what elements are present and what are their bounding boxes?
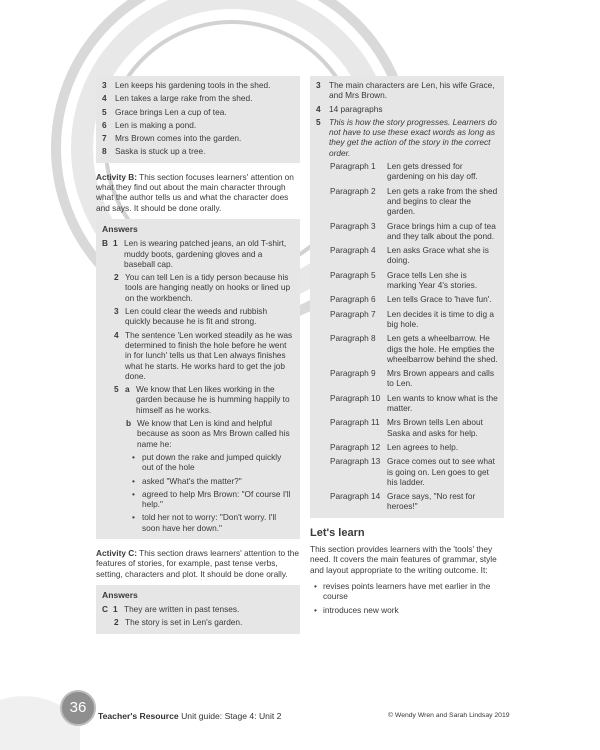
list-item: 6 Len is making a pond. (102, 119, 197, 130)
answers-a-continued-box (96, 76, 300, 163)
activity-b-paragraph: Activity B: This section focuses learners' attention on what they find out about the main character through what the author tells us and what the character does and says. It should be done orally. (96, 171, 294, 213)
list-item: 7 Mrs Brown comes into the garden. (102, 133, 242, 144)
list-item: 4 The sentence 'Len worked steadily as he was determined to finish the hole before he went in for lunch' tells us that Len always finishes what he starts. He works hard to get the job done. (114, 329, 293, 381)
answers-heading: Answers (102, 589, 138, 600)
list-item: C 1 They are written in past tenses. (102, 604, 240, 615)
answers-c-box (96, 585, 300, 634)
table-row: Paragraph 3 Grace brings him a cup of tea and they talk about the pond. (330, 220, 496, 241)
table-row: Paragraph 11 Mrs Brown tells Len about Saska and asks for help. (330, 417, 483, 438)
table-row: Paragraph 1 Len gets dressed for gardening on his day off. (330, 161, 478, 182)
list-item: 4 14 paragraphs (316, 103, 383, 114)
list-item: 3 Len could clear the weeds and rubbish quickly because he is fit and strong. (114, 306, 268, 327)
list-item: 3 The main characters are Len, his wife Grace, and Mrs Brown. (316, 80, 495, 101)
list-item: 5 Grace brings Len a cup of tea. (102, 106, 227, 117)
copyright: © Wendy Wren and Sarah Lindsay 2019 (388, 712, 510, 719)
list-item: 4 Len takes a large rake from the shed. (102, 93, 253, 104)
answers-heading: Answers (102, 223, 138, 234)
bullet-item: • put down the rake and jumped quickly out of the hole (132, 451, 282, 473)
list-item: 2 The story is set in Len's garden. (114, 617, 243, 628)
activity-c-paragraph: Activity C: This section draws learners' attention to the features of stories, for example, past tense verbs, setting, characters and plot. It should be done orally. (96, 547, 299, 579)
bullet-item: • told her not to worry: "Don't worry. I'll soon have her down." (132, 512, 277, 533)
table-row: Paragraph 10 Len wants to know what is the matter. (330, 392, 498, 414)
paragraph-table (330, 161, 498, 512)
list-item: 2 You can tell Len is a tidy person because his tools are hanging neatly on hooks or lined up on the workbench. (114, 272, 291, 303)
bullet-item: • revises points learners have met earlier in the course (314, 580, 491, 602)
table-row: Paragraph 6 Len tells Grace to 'have fun'. (330, 294, 492, 305)
table-row: Paragraph 14 Grace says, "No rest for heroes!" (330, 491, 476, 512)
list-item: 5 a We know that Len likes working in the garden because he is humming happily to himself as he works. (114, 384, 290, 415)
section-heading: Let's learn (310, 526, 365, 539)
list-item: b We know that Len is kind and helpful because as soon as Mrs Brown called his name he: (126, 418, 290, 449)
answers-c-continued-box (310, 76, 504, 518)
table-row: Paragraph 2 Len gets a rake from the shed and begins to clear the garden. (330, 185, 498, 217)
table-row: Paragraph 4 Len asks Grace what she is doing. (330, 245, 489, 266)
footer-title: Teacher's Resource Unit guide: Stage 4: Unit 2 (98, 711, 282, 721)
right-column (310, 76, 504, 620)
bullet-item: • introduces new work (314, 605, 399, 616)
table-row: Paragraph 12 Len agrees to help. (330, 441, 459, 452)
table-row: Paragraph 13 Grace comes out to see what is going on. Len goes to get his ladder. (330, 456, 495, 487)
lets-learn-paragraph: This section provides learners with the 'tools' they need. It covers the main features of grammar, style and layout appropriate to the writing outcome. It: (310, 543, 497, 575)
list-item: B 1 Len is wearing patched jeans, an old T-shirt, muddy boots, gardening gloves and a baseball cap. (102, 238, 287, 269)
list-item: 8 Saska is stuck up a tree. (102, 146, 206, 157)
answers-b-box (96, 219, 300, 539)
table-row: Paragraph 8 Len gets a wheelbarrow. He digs the hole. He empties the wheelbarrow behind the shed. (330, 333, 498, 364)
bullet-item: • agreed to help Mrs Brown: "Of course I'll help." (132, 488, 291, 510)
list-item: 3 Len keeps his gardening tools in the shed. (102, 80, 271, 90)
page-number-badge: 36 (60, 690, 96, 726)
table-row: Paragraph 9 Mrs Brown appears and calls to Len. (330, 368, 494, 389)
list-item: 5 This is how the story progresses. Learners do not have to use these exact words as long as they get the action of the story in the correct order. (316, 116, 497, 158)
table-row: Paragraph 7 Len decides it is time to dig a big hole. (330, 308, 494, 329)
left-column (96, 76, 300, 634)
table-row: Paragraph 5 Grace tells Len she is marking Year 4's stories. (330, 269, 478, 291)
bullet-item: • asked "What's the matter?" (132, 475, 242, 486)
